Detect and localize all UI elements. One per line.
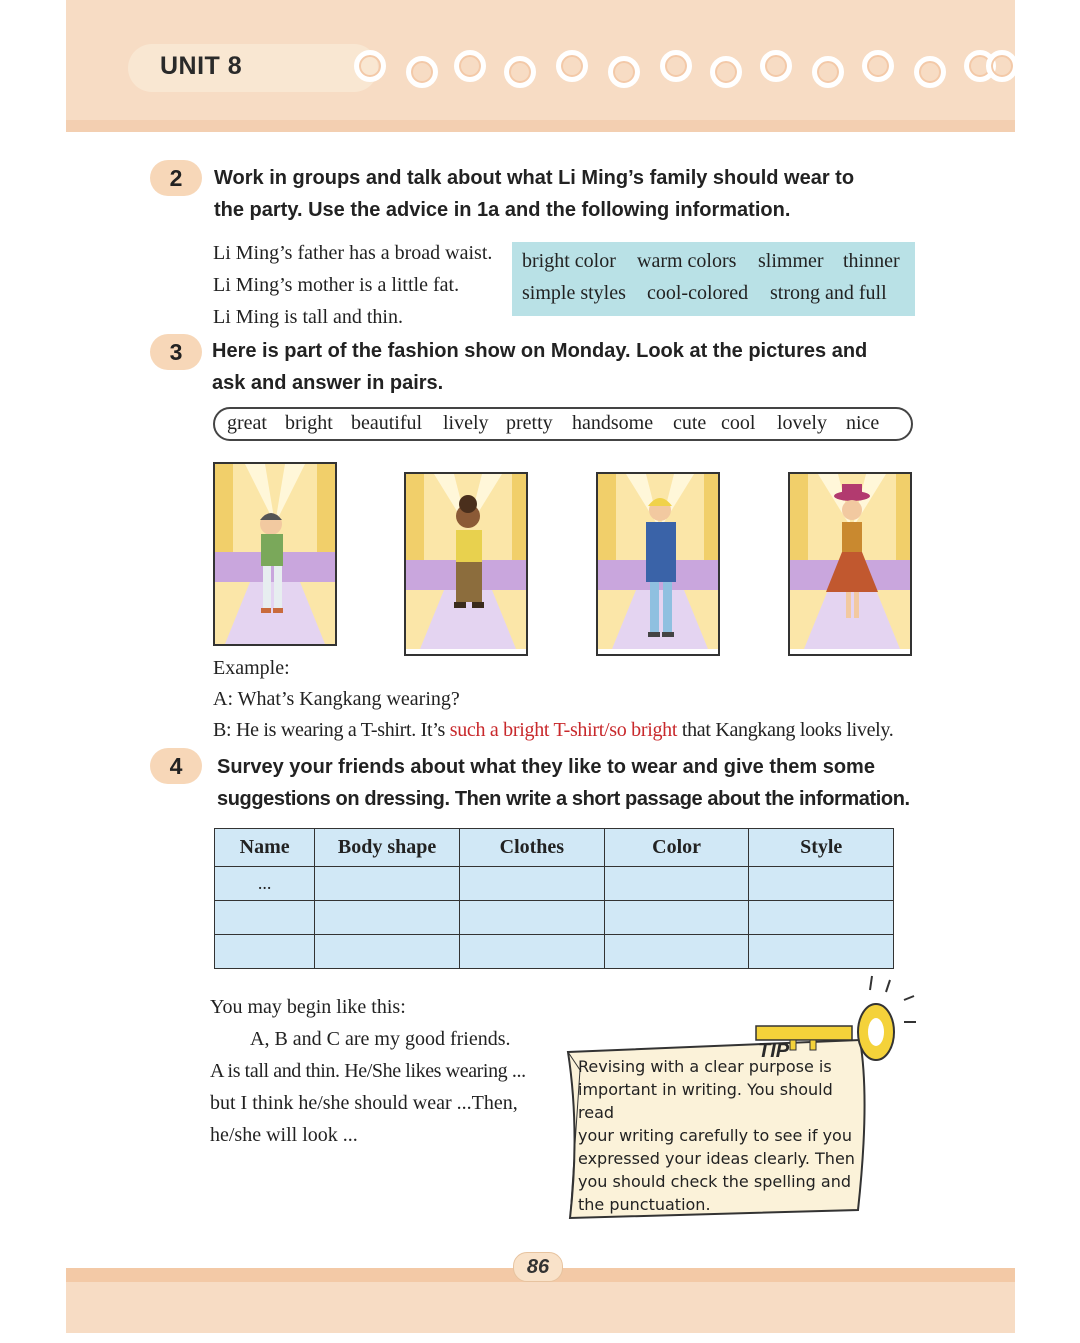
table-header-row [215, 829, 894, 867]
word-chip: warm colors [637, 250, 737, 272]
example-text: B: He is wearing a T-shirt. It’s [213, 719, 450, 741]
ring-icon [354, 50, 386, 82]
fashion-picture-blond-boy [596, 472, 720, 656]
word-chip: slimmer [758, 250, 824, 272]
table-cell[interactable] [459, 935, 604, 969]
instruction-text: the party. Use the advice in 1a and the following information. [214, 199, 791, 221]
word-chip: beautiful [351, 412, 423, 434]
word-chip: cool [721, 412, 756, 434]
word-chip: great [227, 412, 267, 434]
ring-icon [406, 56, 438, 88]
tip-label: TIP [758, 1040, 790, 1062]
table-cell[interactable] [749, 867, 894, 901]
tip-line: you should check the spelling and [578, 1172, 852, 1191]
word-chip: lively [443, 412, 489, 434]
unit-label: UNIT 8 [160, 52, 243, 80]
word-chip: cute [673, 412, 707, 434]
exercise-number: 4 [150, 748, 202, 784]
ring-icon [812, 56, 844, 88]
fashion-picture-girl-curly [404, 472, 528, 656]
fashion-picture-boy [213, 462, 337, 646]
ring-icon [914, 56, 946, 88]
table-header: Body shape [315, 829, 460, 867]
tip-line: your writing carefully to see if you [578, 1126, 852, 1145]
table-cell[interactable] [215, 901, 315, 935]
word-chip: bright color [522, 250, 616, 272]
table-cell[interactable] [459, 901, 604, 935]
table-cell[interactable] [749, 935, 894, 969]
table-cell[interactable] [604, 901, 749, 935]
instruction-text: Survey your friends about what they like to wear and give them some [217, 756, 875, 778]
instruction-text: suggestions on dressing. Then write a short passage about the information. [217, 788, 910, 810]
word-chip: cool-colored [647, 282, 749, 304]
table-row [215, 901, 894, 935]
table-cell[interactable] [215, 935, 315, 969]
passage-line: he/she will look ... [210, 1124, 358, 1146]
fashion-picture-girl-hat [788, 472, 912, 656]
info-line: Li Ming’s mother is a little fat. [213, 274, 460, 296]
info-line: Li Ming’s father has a broad waist. [213, 242, 493, 264]
ring-icon [556, 50, 588, 82]
tip-line: Revising with a clear purpose is [578, 1057, 832, 1076]
word-chip: simple styles [522, 282, 626, 304]
table-cell[interactable] [459, 867, 604, 901]
instruction-text: Here is part of the fashion show on Monday. Look at the pictures and [212, 340, 868, 362]
example-line-b [213, 715, 894, 746]
tip-line: the punctuation. [578, 1195, 711, 1214]
passage-line: but I think he/she should wear ...Then, [210, 1092, 518, 1114]
decorative-rings [350, 44, 1015, 92]
table-header: Name [215, 829, 315, 867]
table-row [215, 935, 894, 969]
info-line: Li Ming is tall and thin. [213, 306, 403, 328]
table-cell[interactable] [315, 867, 460, 901]
word-chip: pretty [506, 412, 553, 434]
table-cell[interactable]: ... [215, 867, 315, 901]
table-cell[interactable] [604, 867, 749, 901]
instruction-text: ask and answer in pairs. [212, 372, 444, 394]
example-label: Example: [213, 657, 290, 679]
highlight-text: such a bright T-shirt/so bright [449, 719, 678, 741]
table-cell[interactable] [315, 901, 460, 935]
tip-line: expressed your ideas clearly. Then [578, 1149, 855, 1168]
table-cell[interactable] [749, 901, 894, 935]
ring-icon [454, 50, 486, 82]
example-line-a: A: What’s Kangkang wearing? [213, 688, 460, 710]
word-box [512, 242, 915, 316]
word-chip: handsome [572, 412, 654, 434]
word-chip: nice [846, 412, 880, 434]
table-row [215, 867, 894, 901]
table-header: Clothes [459, 829, 604, 867]
word-chip: strong and full [770, 282, 887, 304]
table-header: Color [604, 829, 749, 867]
word-chip: thinner [843, 250, 900, 272]
example-text: that Kangkang looks lively. [677, 719, 894, 741]
ring-icon [862, 50, 894, 82]
begin-label: You may begin like this: [210, 996, 406, 1018]
tip-text [578, 1055, 858, 1216]
exercise-number: 2 [150, 160, 202, 196]
table-header: Style [749, 829, 894, 867]
table-cell[interactable] [315, 935, 460, 969]
ring-icon [660, 50, 692, 82]
word-chip: bright [285, 412, 333, 434]
instruction-text: Work in groups and talk about what Li Ming’s family should wear to [214, 167, 855, 189]
passage-line: A is tall and thin. He/She likes wearing ... [210, 1060, 526, 1082]
ring-icon [608, 56, 640, 88]
survey-table [214, 828, 894, 969]
ring-icon [504, 56, 536, 88]
ring-icon [760, 50, 792, 82]
word-bank [213, 407, 913, 441]
ring-icon [710, 56, 742, 88]
exercise-number: 3 [150, 334, 202, 370]
page-number: 86 [513, 1252, 563, 1282]
ring-icon [986, 50, 1015, 82]
passage-line: A, B and C are my good friends. [250, 1028, 511, 1050]
word-chip: lovely [777, 412, 827, 434]
tip-line: important in writing. You should read [578, 1080, 833, 1122]
table-cell[interactable] [604, 935, 749, 969]
